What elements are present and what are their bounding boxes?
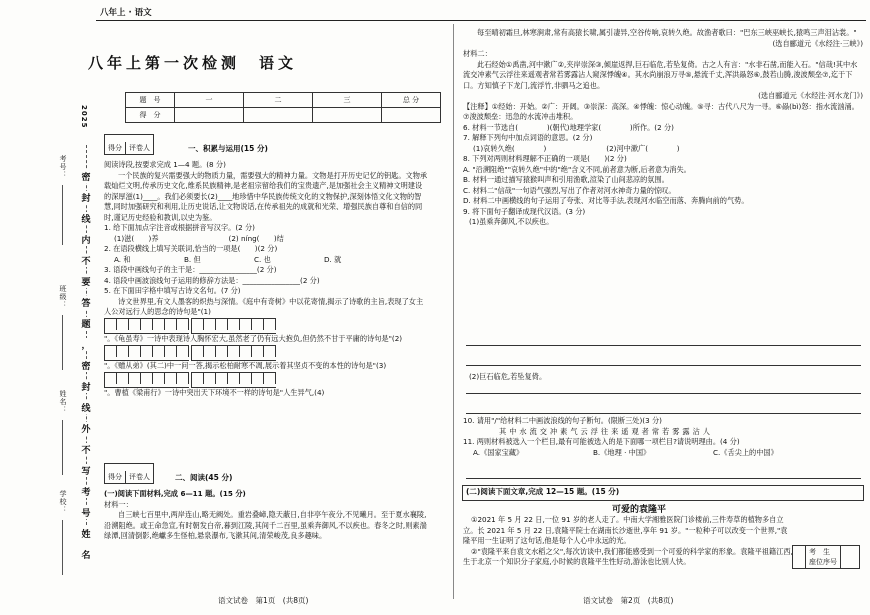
q2-option-c: C. 也 <box>254 254 271 264</box>
score-cell[interactable] <box>382 108 441 123</box>
grader-name-label: 评卷人 <box>129 144 150 152</box>
answer-grid-3[interactable] <box>104 372 189 389</box>
seat-number-field[interactable] <box>840 546 859 568</box>
score-row-label: 得 分 <box>126 108 175 123</box>
cut-line-char: 写 <box>80 464 92 477</box>
material-1-source: (选自郦道元《水经注·三峡》) <box>772 38 863 48</box>
field-name: 姓名： <box>59 390 67 414</box>
cut-line-char: 外 <box>80 422 92 435</box>
cut-line-char: ， <box>80 338 92 351</box>
answer-grid-2[interactable] <box>104 345 189 362</box>
article-paragraph-1: ①2021 年 5 月 22 日,一位 91 岁的老人走了。中南大学湘雅医院门诊楼前,三件寿草的植物多自立立。长 2021 年 5 月 22 日,袁隆平院士在湖南长沙逝世,享年 91 岁。"一粒种子可以改变一个世界,"袁隆平用一生证明了这句话,他是每个人心中永远的光。 <box>463 515 788 545</box>
answer-grid-1b[interactable] <box>191 318 276 335</box>
question-6: 6. 材料一节选自( )(朝代)地理学家( )所作。(2 分) <box>463 122 674 132</box>
question-11: 11. 两则材料被选入一个栏目,最有可能被选入的是下面哪一项栏目?请说明理由。(4 分) <box>463 437 740 446</box>
page-2-footer: 语文试卷 第2页 (共8页) <box>583 596 674 605</box>
material-2-text: 此石经始①禹凿,河中漱广②,夹岸崇深③,倾崖返捍,巨石临危,若坠复倚。古之人有言："水非石凿,而能入石。"信哉!其中水流交冲素气云浮往来遥观者常若雾露沾人窥深悸魄④。其水尚崩浪万寻⑤,悬流千丈,浑洪赑怒⑥,鼓若山腾,浚波颓垒⑦,迄于下口。方知慎子下龙门,流浮竹,非驷马之追也。 <box>463 59 858 90</box>
q5-text-3: "。《赠从弟》(其二)中一问一答,揭示松柏耐寒不凋,展示着其坚贞不变的本性的诗句是"(3) <box>104 361 387 370</box>
q11-option-c: C.《舌尖上的中国》 <box>713 447 778 457</box>
question-8: 8. 下列对两则材料理解不正确的一项是( )(2 分) <box>463 154 627 163</box>
question-10: 10. 请用"/"给材料二中画波浪线的句子断句。(限断三处)(3 分) <box>463 416 662 425</box>
reading-intro: 阅读诗段,按要求完成 1—4 题。(8 分) <box>104 160 226 169</box>
passage-1: 一个民族的复兴需要强大的物质力量，需要强大的精神力量。文物是打开历史记忆的钥匙。文物承载灿烂文明,传承历史文化,维系民族精神,是老祖宗留给我们的宝贵遗产,是加强社会主义精神文明建设的深厚滋(1)____。我们必须要长(2)____地珍惜中华民族传统文化的文物保护,深刻体悟文化文物的智慧,同时加强研究和利用,让历史说话,让文物说话,在传承祖先的成就和光荣、增强民族自尊和自信的同时,谨记历史经验和教训,以史为鉴。 <box>104 170 428 222</box>
score-cell[interactable] <box>244 108 313 123</box>
score-table <box>125 92 441 123</box>
section-3-title: (二)阅读下面文章,完成 12—15 题。(15 分) <box>466 487 620 496</box>
section-2-body <box>104 489 429 542</box>
material-1-text: 自三峡七百里中,两岸连山,略无阙处。重岩叠嶂,隐天蔽日,自非亭午夜分,不见曦月。至于夏水襄陵,沿溯阻绝。或王命急宣,有时朝发白帝,暮到江陵,其间千二百里,虽乘奔御风,不以疾也。春冬之时,则素湍绿潭,回清倒影,绝巘多生怪柏,悬泉瀑布,飞漱其间,清荣峻茂,良多趣味。 <box>104 510 427 540</box>
field-school: 学校： <box>59 490 67 514</box>
cut-line-char: 要 <box>80 275 92 288</box>
score-cell[interactable] <box>313 108 382 123</box>
material-1-label: 材料一： <box>104 499 133 509</box>
q11-option-a: A.《国家宝藏》 <box>473 447 524 457</box>
side-margin <box>0 20 95 580</box>
score-header-cell: 二 <box>244 93 313 108</box>
cut-line-char: 考 <box>80 485 92 498</box>
field-class: 班级： <box>59 285 67 309</box>
cut-line-char: 封 <box>80 380 92 393</box>
answer-grid-2b[interactable] <box>191 345 276 362</box>
question-4: 4. 语段中画波浪线句子运用的修辞方法是：________________(2 分) <box>104 275 320 285</box>
cut-line-char: 不 <box>80 254 92 267</box>
reading-1-instruction: (一)阅读下面材料,完成 6—11 题。(15 分) <box>104 489 246 498</box>
q7-item-a: (1)哀转久绝( ) <box>473 143 547 153</box>
q1-option-a: (1)滋( )养 <box>114 233 159 243</box>
article-paragraph-2: ②"袁隆平来自袁文水稻之父",每次访谈中,我们都能感受到一个可爱的科学家的形象。袁隆平祖籍江西,生于北京一个知识分子家庭,小时候的袁隆平生性好动,游泳也比别人快。 <box>463 546 793 566</box>
q10-q11-block <box>463 416 863 458</box>
q7-item-b: (2)河中漱广( ) <box>606 143 680 153</box>
seat-label-1: 考 生 <box>809 548 830 556</box>
grader-score-label: 得分 <box>105 471 126 483</box>
q9-item-a: (1)虽乘奔御风,不以疾也。 <box>469 217 554 226</box>
answer-grid-3b[interactable] <box>191 372 276 389</box>
grader-box-2 <box>104 463 154 484</box>
cut-line-char: 线 <box>80 212 92 225</box>
answer-line[interactable] <box>466 393 861 394</box>
cut-line-char: 密 <box>80 359 92 372</box>
q5-text-1: 诗文世界里,有文人墨客的炽热与深情。《庭中有奇树》中以花寄情,揭示了诗歌的主旨,表现了女主人公对远行人的思念的诗句是"(1) <box>104 296 424 316</box>
cut-line-char: 答 <box>80 296 92 309</box>
q8-option-d: D. 材料二中画横线的句子运用了夸张、对比等手法,表现河水临空而落、奔腾向前的气势。 <box>463 196 749 205</box>
q8-option-c: C. 材料二"信哉"一句语气强烈,写出了作者对河水神奇力量的惊叹。 <box>463 185 676 195</box>
page-divider <box>453 24 454 599</box>
article-title: 可爱的袁隆平 <box>612 505 667 515</box>
cut-line-char: 线 <box>80 401 92 414</box>
q9-item-b: (2)巨石临危,若坠复倚。 <box>469 372 547 381</box>
right-top-text <box>463 28 863 228</box>
page-1-footer: 语文试卷 第1页 (共8页) <box>218 596 309 605</box>
q2-option-d: D. 就 <box>324 254 342 264</box>
cut-line-char: 封 <box>80 191 92 204</box>
answer-grid-1[interactable] <box>104 318 189 335</box>
cut-line-char: 名 <box>80 548 92 561</box>
material-2-source: (选自郦道元《水经注·河水龙门》) <box>758 91 863 100</box>
exam-title: 八年上第一次检测 语文 <box>88 54 298 72</box>
section-2-title: 二、阅读(45 分) <box>175 473 233 482</box>
answer-line[interactable] <box>466 413 861 414</box>
grader-score-label: 得分 <box>105 142 126 154</box>
cut-line-char: 密 <box>80 170 92 183</box>
field-exam-number: 考号： <box>59 155 67 179</box>
material-1-continued: 每至晴初霜旦,林寒涧肃,常有高猿长啸,属引凄异,空谷传响,哀转久绝。故渔者歌曰："巴东三峡巫峡长,猿鸣三声泪沾裳。" <box>477 28 857 37</box>
cut-line-char: 号 <box>80 506 92 519</box>
score-header-cell: 三 <box>313 93 382 108</box>
question-9: 9. 将下面句子翻译成现代汉语。(3 分) <box>463 206 586 216</box>
cut-line-char: 不 <box>80 443 92 456</box>
q5-text-4: "。曹植《梁甫行》一诗中突出天下环境不一样的诗句是"人生异气,(4) <box>104 388 325 397</box>
name-line <box>62 420 63 475</box>
q2-option-a: A. 和 <box>114 254 131 264</box>
question-5: 5. 在下面田字格中填写古诗文名句。(7 分) <box>104 286 241 295</box>
exam-number-line <box>62 185 63 245</box>
q9-b-block <box>469 372 869 383</box>
answer-line[interactable] <box>466 365 861 366</box>
score-header-cell: 一 <box>175 93 244 108</box>
top-divider <box>96 20 866 21</box>
seat-number-box <box>792 545 860 569</box>
seat-label-2: 座位序号 <box>809 558 837 566</box>
q11-option-b: B.《地理 · 中国》 <box>593 447 651 457</box>
score-header-cell: 题 号 <box>126 93 175 108</box>
material-2-label: 材料二： <box>463 49 492 58</box>
score-header-cell: 总 分 <box>382 93 441 108</box>
section-1-body <box>104 160 429 399</box>
question-7: 7. 解释下列句中加点词语的意思。(2 分) <box>463 133 593 142</box>
grader-name-label: 评卷人 <box>129 473 150 481</box>
question-1: 1. 给下面加点字注音或根据拼音写汉字。(2 分) <box>104 223 255 232</box>
cut-line-char: 姓 <box>80 527 92 540</box>
section-1-title: 一、积累与运用(15 分) <box>188 144 268 153</box>
cut-line-char: 内 <box>80 233 92 246</box>
q5-text-2: "。《龟虽寿》一诗中表现诗人胸怀宏大,虽然老了仍有远大抱负,但仍然不甘于平庸的诗句是"(2) <box>104 334 403 343</box>
answer-line[interactable] <box>466 478 861 479</box>
q8-option-b: B. 材料一通过描写猿猴叫声和引用渔歌,渲染了山间悲凉的氛围。 <box>463 175 669 184</box>
q1-option-b: (2) níng( )结 <box>228 233 284 243</box>
cut-line-char: 题 <box>80 317 92 330</box>
q10-sentence: 其中水流交冲素气云浮往来遥观者常若雾露沾人 <box>499 426 713 436</box>
class-line <box>62 315 63 370</box>
question-2: 2. 在语段横线上填写关联词,恰当的一项是( )(2 分) <box>104 244 278 253</box>
q2-option-b: B. 但 <box>184 254 201 264</box>
top-label: 八年上 · 语文 <box>100 8 152 18</box>
question-3: 3. 语段中画线句子的主干是：________________(2 分) <box>104 265 277 274</box>
year-label: 2025 <box>80 105 88 129</box>
annotations: 【注释】①经始：开始。②广：开阔。③崇深：高深。④悸魄：惊心动魄。⑤寻：古代八尺为一寻。⑥赑(bì)怒：指水流汹涌。⑦浚波颓垒：迅急的水流冲击堆积。 <box>463 101 859 121</box>
score-cell[interactable] <box>175 108 244 123</box>
answer-line[interactable] <box>466 345 861 346</box>
school-line <box>62 520 63 575</box>
grader-box-1 <box>104 134 154 155</box>
article-body <box>463 515 793 568</box>
q8-option-a: A. "沿溯阻绝""哀转久绝"中的"绝"含义不同,前者意为断,后者意为消失。 <box>463 164 691 174</box>
